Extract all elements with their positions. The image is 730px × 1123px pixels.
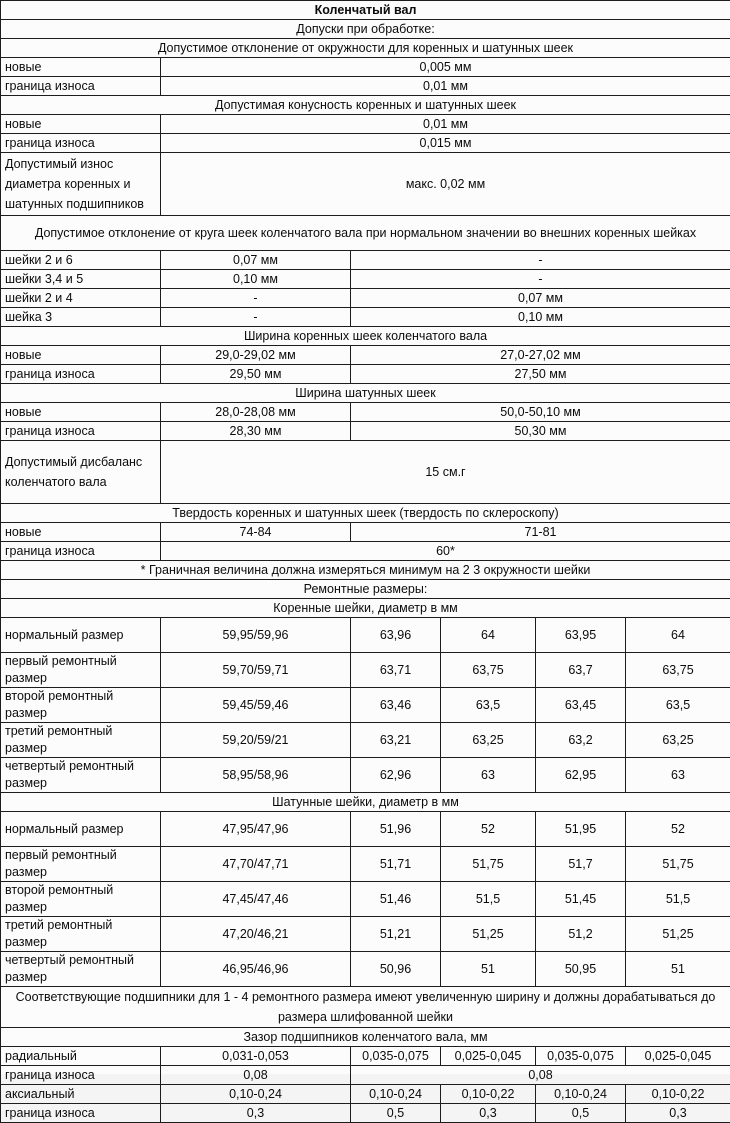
cell-value: 0,08 [351, 1066, 730, 1085]
cell-value: 0,01 мм [161, 115, 730, 134]
cell-value: 46,95/46,96 [161, 952, 351, 987]
cell-value: 0,01 мм [161, 77, 730, 96]
cell-value: 71-81 [351, 523, 730, 542]
cell-value: 60* [161, 542, 730, 561]
table-row [1, 847, 730, 882]
cell-value: 51,71 [351, 847, 441, 882]
cell-value: 0,07 мм [351, 289, 730, 308]
cell-value: 0,10-0,24 [161, 1085, 351, 1104]
cell-value: 62,95 [536, 758, 626, 793]
row-label: граница износа [1, 1066, 161, 1085]
table-row [1, 812, 730, 847]
row-label: новые [1, 346, 161, 365]
section-header: Допустимое отклонение от круга шеек коленчатого вала при нормальном значении во внешних коренных шейках [1, 216, 730, 251]
cell-value: 0,3 [161, 1104, 351, 1123]
cell-value: 59,45/59,46 [161, 688, 351, 723]
cell-value: 51,46 [351, 882, 441, 917]
cell-value: 63,7 [536, 653, 626, 688]
table-row [1, 952, 730, 987]
cell-value: - [161, 289, 351, 308]
cell-value: 64 [441, 618, 536, 653]
cell-value: 0,035-0,075 [536, 1047, 626, 1066]
cell-value: 0,5 [351, 1104, 441, 1123]
cell-value: 0,10-0,22 [441, 1085, 536, 1104]
table-row [1, 688, 730, 723]
cell-value: - [351, 251, 730, 270]
section-header: Допустимое отклонение от окружности для коренных и шатунных шеек [1, 39, 730, 58]
cell-value: 51,75 [441, 847, 536, 882]
section-header: Ремонтные размеры: [1, 580, 730, 599]
cell-value: 63,25 [441, 723, 536, 758]
cell-value: 27,50 мм [351, 365, 730, 384]
table-row [1, 917, 730, 952]
table-row [1, 723, 730, 758]
row-label: граница износа [1, 365, 161, 384]
row-label: шейки 3,4 и 5 [1, 270, 161, 289]
cell-value: 0,08 [161, 1066, 351, 1085]
cell-value: 0,025-0,045 [441, 1047, 536, 1066]
cell-value: 0,035-0,075 [351, 1047, 441, 1066]
row-label: шейки 2 и 6 [1, 251, 161, 270]
row-label: граница износа [1, 422, 161, 441]
cell-value: 47,45/47,46 [161, 882, 351, 917]
row-label: новые [1, 403, 161, 422]
cell-value: 63,96 [351, 618, 441, 653]
main-journals-body [1, 618, 730, 793]
cell-value: 0,031-0,053 [161, 1047, 351, 1066]
row-label: нормальный размер [1, 618, 161, 653]
cell-value: 0,10-0,24 [536, 1085, 626, 1104]
cell-value: 0,10-0,24 [351, 1085, 441, 1104]
table-row [1, 758, 730, 793]
cell-value: 28,0-28,08 мм [161, 403, 351, 422]
cell-value: 51 [626, 952, 730, 987]
cell-value: 29,50 мм [161, 365, 351, 384]
table-row [1, 653, 730, 688]
row-label: второй ремонтный размер [1, 688, 161, 723]
cell-value: 62,96 [351, 758, 441, 793]
cell-value: 63,2 [536, 723, 626, 758]
row-label: нормальный размер [1, 812, 161, 847]
cell-value: 63,5 [626, 688, 730, 723]
cell-value: 64 [626, 618, 730, 653]
cell-value: 51,75 [626, 847, 730, 882]
cell-value: 51,2 [536, 917, 626, 952]
row-label: первый ремонтный размер [1, 847, 161, 882]
table-row [1, 882, 730, 917]
cell-value: 63 [441, 758, 536, 793]
cell-value: 63,46 [351, 688, 441, 723]
row-label: аксиальный [1, 1085, 161, 1104]
cell-value: 52 [626, 812, 730, 847]
cell-value: 0,5 [536, 1104, 626, 1123]
cell-value: 51,7 [536, 847, 626, 882]
cell-value: 50,0-50,10 мм [351, 403, 730, 422]
rod-journals-body [1, 812, 730, 987]
cell-value: - [161, 308, 351, 327]
row-label: третий ремонтный размер [1, 917, 161, 952]
row-label: третий ремонтный размер [1, 723, 161, 758]
cell-value: 47,95/47,96 [161, 812, 351, 847]
cell-value: 63,95 [536, 618, 626, 653]
cell-value: 51,5 [441, 882, 536, 917]
page-title: Коленчатый вал [1, 1, 730, 20]
section-header: Ширина коренных шеек коленчатого вала [1, 327, 730, 346]
cell-value: 27,0-27,02 мм [351, 346, 730, 365]
section-header: Соответствующие подшипники для 1 - 4 ремонтного размера имеют увеличенную ширину и должны дорабатываться до размера шлифованной шейки [1, 987, 730, 1028]
cell-value: 63,21 [351, 723, 441, 758]
row-label: новые [1, 115, 161, 134]
section-header: Шатунные шейки, диаметр в мм [1, 793, 730, 812]
row-label: граница износа [1, 77, 161, 96]
row-label: шейки 2 и 4 [1, 289, 161, 308]
cell-value: 51,45 [536, 882, 626, 917]
cell-value: 63,75 [626, 653, 730, 688]
row-label: граница износа [1, 542, 161, 561]
cell-value: 47,70/47,71 [161, 847, 351, 882]
cell-value: - [351, 270, 730, 289]
cell-value: 0,3 [626, 1104, 730, 1123]
cell-value: 51,25 [441, 917, 536, 952]
cell-value: 51,96 [351, 812, 441, 847]
cell-value: 51,21 [351, 917, 441, 952]
row-label: граница износа [1, 134, 161, 153]
cell-value: 59,70/59,71 [161, 653, 351, 688]
cell-value: 63,5 [441, 688, 536, 723]
cell-value: 50,96 [351, 952, 441, 987]
cell-value: 29,0-29,02 мм [161, 346, 351, 365]
row-label: граница износа [1, 1104, 161, 1123]
table-row [1, 618, 730, 653]
cell-value: 63,75 [441, 653, 536, 688]
cell-value: 50,95 [536, 952, 626, 987]
footnote: * Граничная величина должна измеряться минимум на 2 3 окружности шейки [1, 561, 730, 580]
cell-value: 47,20/46,21 [161, 917, 351, 952]
cell-value: 0,015 мм [161, 134, 730, 153]
row-label: четвертый ремонтный размер [1, 758, 161, 793]
cell-value: 63,25 [626, 723, 730, 758]
cell-value: 63 [626, 758, 730, 793]
cell-value: 0,10-0,22 [626, 1085, 730, 1104]
cell-value: 51,5 [626, 882, 730, 917]
row-label: Допустимый износ диаметра коренных и шатунных подшипников [1, 153, 161, 216]
cell-value: 0,005 мм [161, 58, 730, 77]
cell-value: 0,025-0,045 [626, 1047, 730, 1066]
cell-value: 51,95 [536, 812, 626, 847]
section-header: Твердость коренных и шатунных шеек (твердость по склероскопу) [1, 504, 730, 523]
cell-value: 0,10 мм [351, 308, 730, 327]
row-label: Допустимый дисбаланс коленчатого вала [1, 441, 161, 504]
cell-value: 0,07 мм [161, 251, 351, 270]
section-header: Зазор подшипников коленчатого вала, мм [1, 1028, 730, 1047]
cell-value: 0,3 [441, 1104, 536, 1123]
row-label: новые [1, 523, 161, 542]
cell-value: 59,95/59,96 [161, 618, 351, 653]
row-label: радиальный [1, 1047, 161, 1066]
cell-value: 63,71 [351, 653, 441, 688]
section-header: Ширина шатунных шеек [1, 384, 730, 403]
cell-value: 0,10 мм [161, 270, 351, 289]
row-label: новые [1, 58, 161, 77]
cell-value: 51 [441, 952, 536, 987]
section-header: Коренные шейки, диаметр в мм [1, 599, 730, 618]
cell-value: макс. 0,02 мм [161, 153, 730, 216]
cell-value: 50,30 мм [351, 422, 730, 441]
cell-value: 15 см.г [161, 441, 730, 504]
row-label: четвертый ремонтный размер [1, 952, 161, 987]
row-label: второй ремонтный размер [1, 882, 161, 917]
cell-value: 63,45 [536, 688, 626, 723]
cell-value: 74-84 [161, 523, 351, 542]
section-header: Допуски при обработке: [1, 20, 730, 39]
cell-value: 59,20/59/21 [161, 723, 351, 758]
cell-value: 58,95/58,96 [161, 758, 351, 793]
cell-value: 28,30 мм [161, 422, 351, 441]
row-label: первый ремонтный размер [1, 653, 161, 688]
cell-value: 52 [441, 812, 536, 847]
row-label: шейка 3 [1, 308, 161, 327]
cell-value: 51,25 [626, 917, 730, 952]
section-header: Допустимая конусность коренных и шатунных шеек [1, 96, 730, 115]
